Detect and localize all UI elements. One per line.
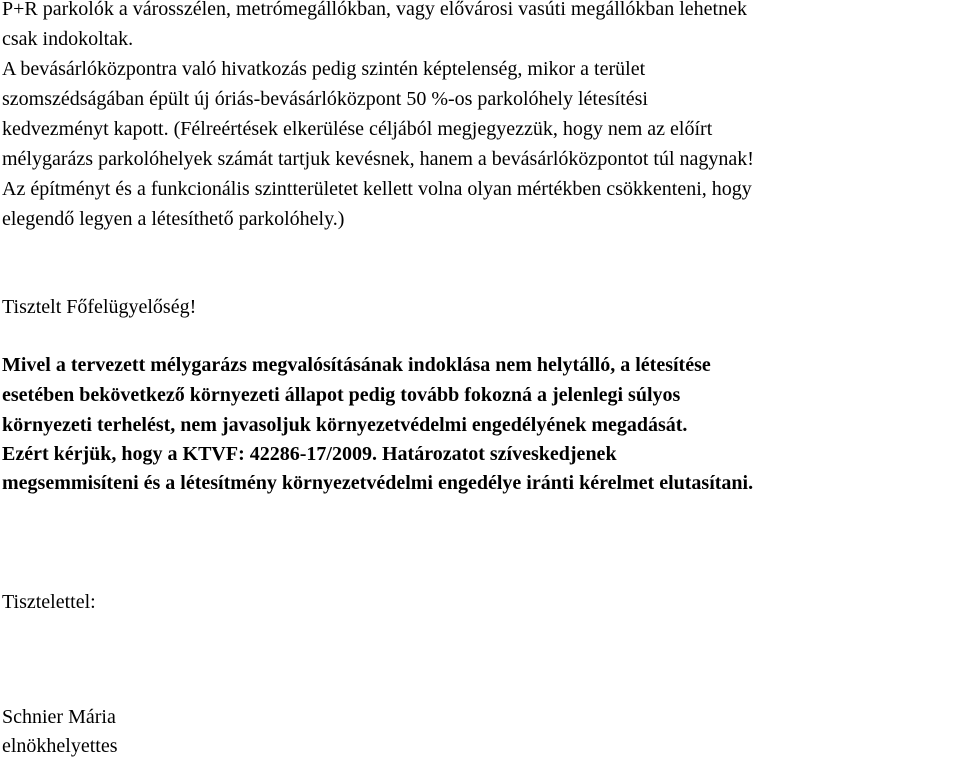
body-line-7: Az építményt és a funkcionális szintterületet kellett volna olyan mértékben csökkenteni, hogy [2, 178, 752, 200]
request-line-2: esetében bekövetkező környezeti állapot pedig tovább fokozná a jelenlegi súlyos [2, 384, 681, 406]
body-line-1: P+R parkolók a városszélen, metrómegállókban, vagy elővárosi vasúti megállókban lehetnek [2, 0, 747, 20]
body-line-3: A bevásárlóközpontra való hivatkozás pedig szintén képtelenség, mikor a terület [2, 58, 646, 80]
signature-title: elnökhelyettes [2, 735, 118, 757]
body-line-2: csak indokoltak. [2, 28, 134, 50]
request-line-4: Ezért kérjük, hogy a KTVF: 42286-17/2009. Határozatot szíveskedjenek [2, 443, 617, 465]
request-line-1: Mivel a tervezett mélygarázs megvalósításának indoklása nem helytálló, a létesítése [2, 354, 711, 376]
salutation: Tisztelt Főfelügyelőség! [2, 296, 197, 318]
signature-name: Schnier Mária [2, 706, 116, 728]
body-line-4: szomszédságában épült új óriás-bevásárlóközpont 50 %-os parkolóhely létesítési [2, 88, 648, 110]
body-line-8: elegendő legyen a létesíthető parkolóhely.) [2, 208, 345, 230]
request-line-5: megsemmisíteni és a létesítmény környezetvédelmi engedélye iránti kérelmet elutasítani. [2, 472, 754, 494]
body-line-6: mélygarázs parkolóhelyek számát tartjuk kevésnek, hanem a bevásárlóközpontot túl nagynak! [2, 148, 754, 170]
closing: Tisztelettel: [2, 591, 96, 613]
body-line-5: kedvezményt kapott. (Félreértések elkerülése céljából megjegyezzük, hogy nem az előírt [2, 118, 713, 140]
request-line-3: környezeti terhelést, nem javasoljuk környezetvédelmi engedélyének megadását. [2, 414, 688, 436]
